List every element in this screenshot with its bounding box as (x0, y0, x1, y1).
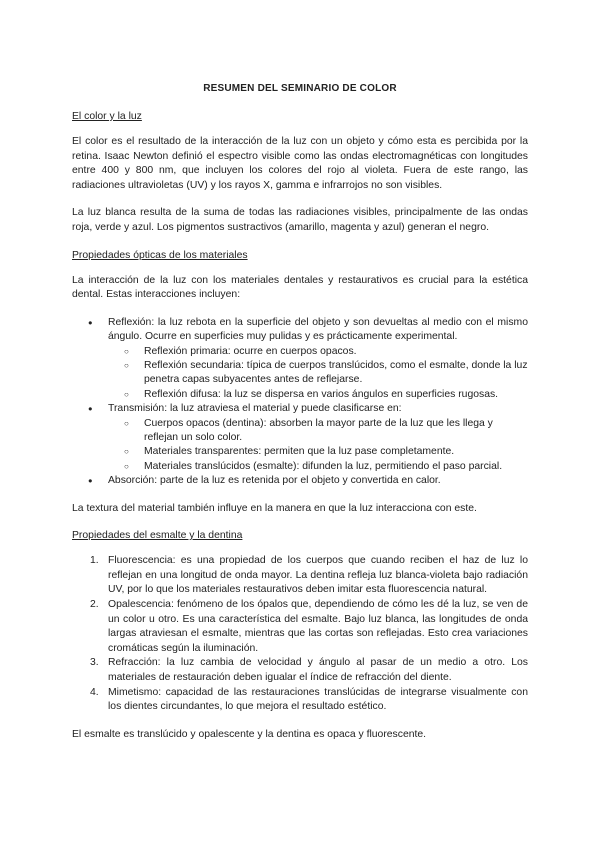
transmission-sublist (108, 417, 528, 475)
item-text: Refracción: la luz cambia de velocidad y ángulo al pasar de un medio a otro. Los materiales de restauración deben igualar el índice de refracción del diente. (108, 657, 528, 683)
section-heading-enamel-dentin: Propiedades del esmalte y la dentina (72, 530, 243, 542)
list-item-opalescence (72, 598, 528, 656)
paragraph-white-light: La luz blanca resulta de la suma de todas las radiaciones visibles, principalmente de las ondas roja, verde y azul. Los pigmentos sustractivos (amarillo, magenta y azul) generan el negro. (72, 207, 528, 233)
paragraph-optical-intro: La interacción de la luz con los materiales dentales y restaurativos es crucial para la estética dental. Estas interacciones incluyen: (72, 274, 528, 301)
list-item: ○ Cuerpos opacos (dentina): absorben la mayor parte de la luz que les llega y reflejan un solo color. (108, 417, 528, 446)
list-item: ○ Materiales transparentes: permiten que la luz pase completamente. (108, 445, 528, 459)
list-item: ○ Materiales translúcidos (esmalte): difunden la luz, permitiendo el paso parcial. (108, 460, 528, 474)
section-heading-optical-properties: Propiedades ópticas de los materiales (72, 249, 248, 261)
item-number: 3. (90, 657, 99, 669)
transmission-text: Transmisión: la luz atraviesa el material y puede clasificarse en: (108, 403, 402, 415)
paragraph-color-definition: El color es el resultado de la interacción de la luz con un objeto y cómo esta es percibida por la retina. Isaac Newton definió el espectro visible como las ondas electromagnéticas con longitudes entre 400 y 800 nm, que incluyen los colores del rojo al violeta. Fuera de este rango, las radiaciones ultravioletas (UV) y los rayos X, gamma e infrarrojos no son visibles. (72, 136, 528, 191)
list-item-refraction (72, 656, 528, 685)
optical-interactions-list (72, 316, 528, 489)
list-item-absorption: ● Absorción: parte de la luz es retenida por el objeto y convertida en calor. (72, 474, 528, 488)
reflection-text: Reflexión: la luz rebota en la superficie del objeto y son devueltas al medio con el mismo ángulo. Ocurre en superficies muy pulidas y es prácticamente experimental. (108, 316, 528, 343)
paragraph-texture: La textura del material también influye en la manera en que la luz interacciona con este. (72, 502, 477, 514)
section-heading-color-luz: El color y la luz (72, 111, 142, 122)
enamel-dentin-list (72, 554, 528, 715)
list-item-mimicry (72, 686, 528, 715)
list-item-fluorescence (72, 554, 528, 598)
item-number: 1. (90, 555, 99, 567)
item-number: 4. (90, 686, 99, 698)
list-item: ○ Reflexión difusa: la luz se dispersa en varios ángulos en superficies rugosas. (108, 388, 528, 402)
paragraph-closing: El esmalte es translúcido y opalescente y la dentina es opaca y fluorescente. (72, 728, 427, 740)
item-text: Opalescencia: fenómeno de los ópalos que, dependiendo de cómo les dé la luz, se ven de un color u otro. Es una característica del esmalte. Bajo luz blanca, las longitudes de onda largas atraviesan el esmalte, mientras que las cortas son reflejadas. Esto crea variaciones cromáticas según la iluminación. (108, 599, 528, 654)
list-item: ○ Reflexión primaria: ocurre en cuerpos opacos. (108, 345, 528, 359)
list-item-reflection (72, 316, 528, 402)
item-number: 2. (90, 599, 99, 610)
reflection-sublist (108, 345, 528, 403)
document-title: RESUMEN DEL SEMINARIO DE COLOR (203, 83, 397, 94)
item-text: Fluorescencia: es una propiedad de los cuerpos que cuando reciben el haz de luz lo reflejan en una longitud de onda mayor. La dentina refleja luz blanca-violeta bajo radiación UV, por lo que los materiales restaurativos deben imitar esta fluorescencia natural. (108, 555, 528, 596)
list-item: ○ Reflexión secundaria: típica de cuerpos translúcidos, como el esmalte, donde la luz penetra capas subyacentes antes de reflejarse. (108, 359, 528, 388)
list-item-transmission (72, 402, 528, 474)
item-text: Mimetismo: capacidad de las restauraciones translúcidas de integrarse visualmente con los dientes circundantes, lo que mejora el resultado estético. (108, 686, 528, 713)
